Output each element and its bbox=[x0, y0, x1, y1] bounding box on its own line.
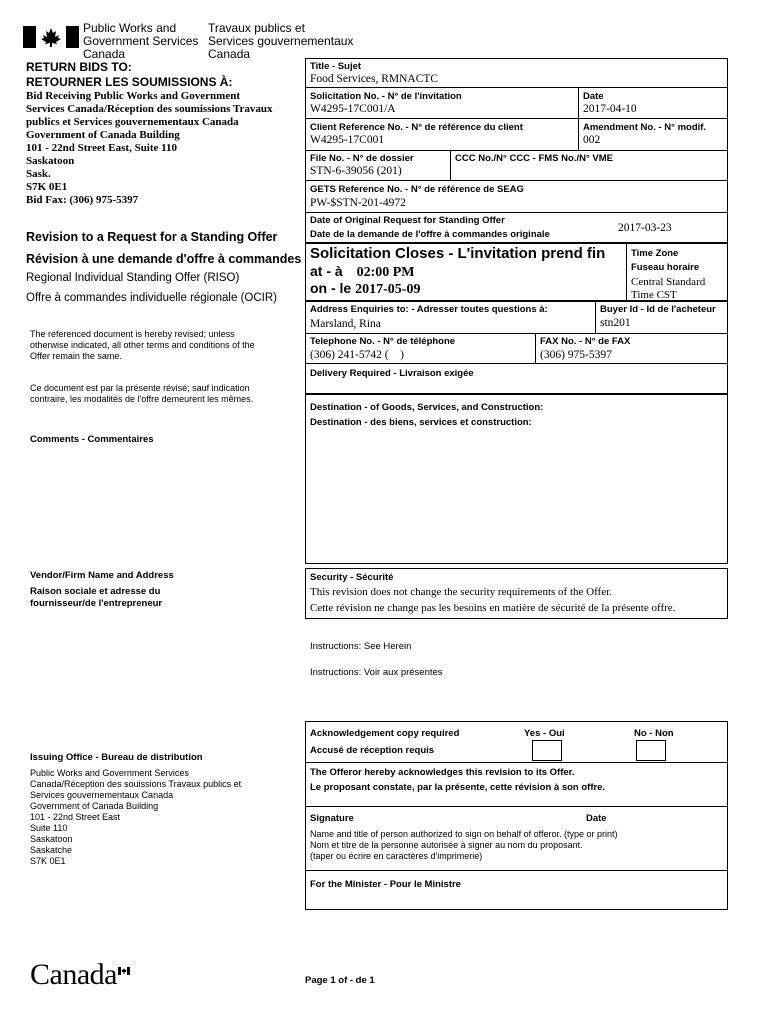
time-zone-label-en: Time Zone bbox=[631, 248, 679, 259]
buyer-id-value: stn201 bbox=[600, 317, 631, 329]
issuing-office-address: Public Works and Government Services Canada/Réception des souissions Travaux publics et Services gouvernementaux Canada Government of Canada Building 101 - 22nd Street East Suite 110 Saskatoon Saskatche S7K 0E1 bbox=[30, 768, 242, 866]
title-value: Food Services, RMNACTC bbox=[310, 73, 439, 85]
no-checkbox[interactable] bbox=[636, 740, 666, 761]
amendment-value: 002 bbox=[583, 134, 601, 146]
security-label: Security - Sécurité bbox=[310, 572, 394, 583]
time-zone-label-fr: Fuseau horaire bbox=[631, 262, 700, 273]
issuing-office-label: Issuing Office - Bureau de distribution bbox=[30, 752, 203, 763]
canada-wordmark: Canada bbox=[30, 958, 117, 991]
orig-date-label-en: Date of Original Request for Standing Offer bbox=[310, 215, 505, 226]
closes-line1: Solicitation Closes - L'invitation prend fin bbox=[310, 245, 606, 262]
offeror-ack-en: The Offeror hereby acknowledges this revision to its Offer. bbox=[310, 767, 575, 778]
file-no-value: STN-6-39056 (201) bbox=[310, 165, 402, 177]
ack-label-en: Acknowledgement copy required bbox=[310, 728, 460, 739]
closes-on-line: on - le 2017-05-09 bbox=[310, 280, 421, 297]
revision-title-en: Revision to a Request for a Standing Offer bbox=[26, 230, 278, 244]
time-zone-value: Central Standard Time CST bbox=[631, 276, 706, 300]
enquiries-label: Address Enquiries to: - Adresser toutes questions à: bbox=[310, 304, 548, 315]
security-text-fr: Cette révision ne change pas les besoins en matière de sécurité de la présente offre. bbox=[310, 602, 676, 614]
fax-value: (306) 975-5397 bbox=[540, 349, 612, 361]
minister-label: For the Minister - Pour le Ministre bbox=[310, 879, 461, 890]
client-ref-value: W4295-17C001 bbox=[310, 134, 385, 146]
client-ref-label: Client Reference No. - N° de référence du client bbox=[310, 122, 523, 133]
gets-label: GETS Reference No. - N° de référence de SEAG bbox=[310, 184, 524, 195]
title-label: Title - Sujet bbox=[310, 61, 362, 72]
telephone-label: Telephone No. - N° de téléphone bbox=[310, 336, 456, 347]
revision-title-fr: Révision à une demande d'offre à commandes bbox=[26, 252, 302, 266]
amendment-label: Amendment No. - N° modif. bbox=[583, 122, 707, 133]
ccc-label: CCC No./N° CCC - FMS No./N° VME bbox=[455, 153, 614, 164]
destination-label-en: Destination - of Goods, Services, and Construction: bbox=[310, 402, 544, 413]
vendor-label-en: Vendor/Firm Name and Address bbox=[30, 570, 174, 581]
yes-checkbox[interactable] bbox=[532, 740, 562, 761]
department-name-en: Public Works and Government Services Canada bbox=[83, 21, 199, 61]
return-bids-title: RETURN BIDS TO: RETOURNER LES SOUMISSIONS À: bbox=[26, 60, 233, 89]
solicitation-no-label: Solicitation No. - N° de l'invitation bbox=[310, 91, 462, 102]
vendor-label-fr: Raison sociale et adresse du fournisseur/de l'entrepreneur bbox=[30, 586, 163, 609]
no-label: No - Non bbox=[634, 728, 674, 739]
buyer-id-label: Buyer Id - Id de l'acheteur bbox=[600, 304, 716, 315]
delivery-label: Delivery Required - Livraison exigée bbox=[310, 368, 474, 379]
offeror-ack-fr: Le proposant constate, par la présente, cette révision à son offre. bbox=[310, 782, 606, 793]
instructions-fr: Instructions: Voir aux présentes bbox=[310, 667, 443, 678]
solicitation-no-value: W4295-17C001/A bbox=[310, 103, 396, 115]
revision-note-fr: Ce document est par la présente révisé; sauf indication contraire, les modalités de l'offre demeurent les mêmes. bbox=[30, 383, 254, 404]
riso-text: Regional Individual Standing Offer (RISO) bbox=[26, 272, 240, 284]
security-text-en: This revision does not change the security requirements of the Offer. bbox=[310, 586, 612, 598]
canada-flag-icon bbox=[23, 26, 79, 48]
orig-date-label-fr: Date de la demande de l'offre à commandes originale bbox=[310, 229, 550, 240]
fax-label: FAX No. - N° de FAX bbox=[540, 336, 631, 347]
signature-label: Signature bbox=[310, 813, 354, 824]
gets-value: PW-$STN-201-4972 bbox=[310, 197, 406, 209]
page-number: Page 1 of - de 1 bbox=[305, 975, 375, 986]
ack-label-fr: Accusé de réception requis bbox=[310, 745, 435, 756]
date-value: 2017-04-10 bbox=[583, 103, 637, 115]
ocir-text: Offre à commandes individuelle régionale (OCIR) bbox=[26, 292, 277, 304]
orig-date-value: 2017-03-23 bbox=[618, 222, 672, 234]
signature-date-label: Date bbox=[586, 813, 607, 824]
file-no-label: File No. - N° de dossier bbox=[310, 153, 414, 164]
comments-label: Comments - Commentaires bbox=[30, 434, 154, 445]
date-label: Date bbox=[583, 91, 604, 102]
instructions-en: Instructions: See Herein bbox=[310, 641, 412, 652]
telephone-value: (306) 241-5742 ( ) bbox=[310, 349, 404, 361]
closes-at-line: at - à 02:00 PM bbox=[310, 263, 415, 280]
wordmark-flag-icon bbox=[118, 962, 130, 970]
department-name-fr: Travaux publics et Services gouvernementaux Canada bbox=[208, 21, 354, 61]
destination-label-fr: Destination - des biens, services et construction: bbox=[310, 417, 532, 428]
enquiries-value: Marsland, Rina bbox=[310, 318, 381, 330]
yes-label: Yes - Oui bbox=[524, 728, 565, 739]
name-title-instructions: Name and title of person authorized to sign on behalf of offeror. (type or print) Nom et titre de la personne autorisée à signer au nom du proposant. (taper ou écrire en caractères d'imprimerie) bbox=[310, 829, 618, 861]
revision-note-en: The referenced document is hereby revised; unless otherwise indicated, all other terms and conditions of the Offer remain the same. bbox=[30, 329, 255, 361]
return-bids-address: Bid Receiving Public Works and Government Services Canada/Réception des soumissions Travaux publics et Services gouvernementaux Canada Government of Canada Building 101 - 22nd Street East, Suite 110 Saskatoon Sask. S7K 0E1 Bid Fax: (306) 975-5397 bbox=[26, 90, 273, 206]
